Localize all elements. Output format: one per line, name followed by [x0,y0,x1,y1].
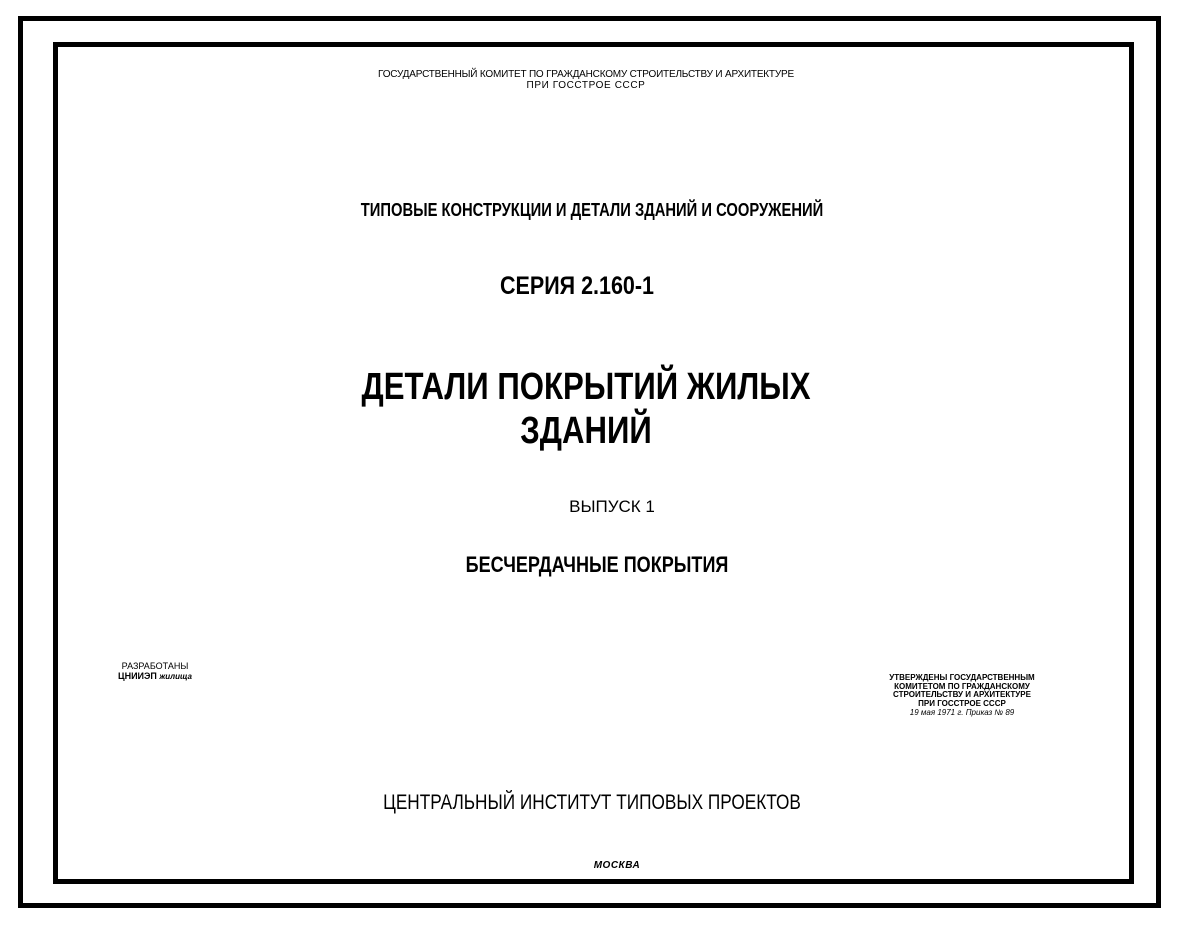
institute-name: ЦЕНТРАЛЬНЫЙ ИНСТИТУТ ТИПОВЫХ ПРОЕКТОВ [383,791,801,814]
developed-by-block [118,661,192,682]
main-title [96,365,1077,453]
series-title: ТИПОВЫЕ КОНСТРУКЦИИ И ДЕТАЛИ ЗДАНИЙ И СООРУЖЕНИЙ [360,200,824,220]
approval-line-4: ПРИ ГОССТРОЕ СССР [918,699,1006,709]
developer-org-name: ЦНИИЭП [118,671,157,681]
approval-line-2: КОМИТЕТОМ ПО ГРАЖДАНСКОМУ [894,681,1030,691]
developer-org [118,671,192,682]
main-title-line-1: ДЕТАЛИ ПОКРЫТИЙ ЖИЛЫХ [361,366,811,408]
approval-block [877,674,1047,718]
series-number: СЕРИЯ 2.160-1 [499,272,654,300]
subtitle: БЕСЧЕРДАЧНЫЕ ПОКРЫТИЯ [465,552,729,577]
approval-line-1: УТВЕРЖДЕНЫ ГОСУДАРСТВЕННЫМ [889,673,1035,682]
issue-number: ВЫПУСК 1 [569,497,655,516]
committee-header-line-2: ПРИ ГОССТРОЕ СССР [526,80,646,91]
city: МОСКВА [593,860,641,871]
approval-line-3: СТРОИТЕЛЬСТВУ И АРХИТЕКТУРЕ [893,690,1031,700]
developed-by-label: РАЗРАБОТАНЫ [121,661,189,671]
developer-org-sub: жилища [159,672,192,681]
main-title-line-2: ЗДАНИЙ [520,410,652,452]
approval-date-order: 19 мая 1971 г. Приказ № 89 [909,707,1015,717]
inner-frame [53,42,1134,884]
committee-header-line-1: ГОСУДАРСТВЕННЫЙ КОМИТЕТ ПО ГРАЖДАНСКОМУ СТРОИТЕЛЬСТВУ И АРХИТЕКТУРЕ [378,69,794,80]
